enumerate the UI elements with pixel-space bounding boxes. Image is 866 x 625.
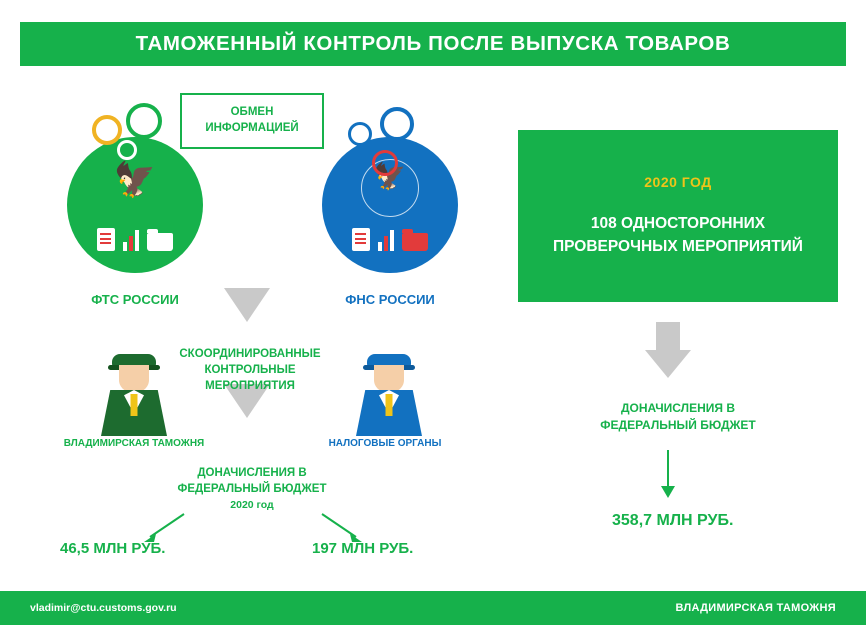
right-result-line-1: ДОНАЧИСЛЕНИЯ В xyxy=(620,401,736,415)
panel-year: 2020 ГОД xyxy=(644,173,712,190)
officer-uniform-icon xyxy=(356,390,422,436)
arrow-down-thick-icon xyxy=(645,322,691,378)
gear-icon-yellow xyxy=(92,115,122,145)
officer-head-icon xyxy=(374,365,404,392)
information-exchange-text xyxy=(205,105,298,136)
left-result-value-customs: 46,5 МЛН РУБ. xyxy=(60,540,166,557)
panel-text xyxy=(553,212,803,259)
panel-line-2: ПРОВЕРОЧНЫХ МЕРОПРИЯТИЙ xyxy=(553,238,803,255)
agency-circle-fts xyxy=(67,137,203,273)
gear-icon-blue-small xyxy=(348,122,372,146)
gear-icon-red xyxy=(372,150,398,176)
double-eagle-icon: 🦅 xyxy=(113,161,157,199)
page-footer xyxy=(0,591,866,625)
arrow-down-thin-icon xyxy=(655,448,681,500)
fts-icon-group xyxy=(67,228,203,251)
page-title: ТАМОЖЕННЫЙ КОНТРОЛЬ ПОСЛЕ ВЫПУСКА ТОВАРОВ xyxy=(135,32,731,55)
gear-icon-green xyxy=(126,103,162,139)
bar-chart-icon xyxy=(123,229,139,251)
agency-label-fns: ФНС РОССИИ xyxy=(345,292,435,307)
left-result-value-tax: 197 МЛН РУБ. xyxy=(312,540,414,557)
coordinated-line-2: КОНТРОЛЬНЫЕ МЕРОПРИЯТИЯ xyxy=(204,364,296,393)
tax-officer-figure xyxy=(340,352,438,438)
right-result-title xyxy=(578,400,778,435)
unilateral-measures-panel xyxy=(518,130,838,302)
right-result-line-2: ФЕДЕРАЛЬНЫЙ БЮДЖЕТ xyxy=(600,418,756,433)
arrow-head xyxy=(645,350,691,378)
exchange-line-2: ИНФОРМАЦИЕЙ xyxy=(205,122,299,134)
page-header xyxy=(20,22,846,66)
left-result-line-1: ДОНАЧИСЛЕНИЯ В xyxy=(197,467,307,479)
agency-label-fts: ФТС РОССИИ xyxy=(91,292,179,307)
officer-uniform-icon xyxy=(101,390,167,436)
left-result-year: 2020 год xyxy=(230,499,274,512)
officer-tie xyxy=(131,394,138,416)
right-result-value: 358,7 МЛН РУБ. xyxy=(612,512,734,529)
information-exchange-box xyxy=(180,93,324,149)
coordinated-measures-text xyxy=(160,346,340,394)
double-eagle-icon: 🦅 xyxy=(373,161,407,191)
gear-icon-white xyxy=(117,140,137,160)
bar-chart-icon xyxy=(378,229,394,251)
officer-head-icon xyxy=(119,365,149,392)
left-result-title xyxy=(172,465,332,513)
gear-icon-blue xyxy=(380,107,414,141)
folder-icon xyxy=(402,233,428,251)
document-icon xyxy=(97,228,115,251)
officer-label-tax: НАЛОГОВЫЕ ОРГАНЫ xyxy=(328,438,442,449)
footer-email: vladimir@ctu.customs.gov.ru xyxy=(30,602,177,614)
arrow-stem xyxy=(656,322,680,352)
folder-icon xyxy=(147,233,173,251)
chevron-down-icon xyxy=(224,288,270,322)
panel-line-1: 108 ОДНОСТОРОННИХ xyxy=(590,214,766,232)
customs-officer-figure xyxy=(85,352,183,438)
footer-org: ВЛАДИМИРСКАЯ ТАМОЖНЯ xyxy=(675,602,836,614)
fns-icon-group xyxy=(322,228,458,251)
exchange-line-1: ОБМЕН xyxy=(230,106,274,119)
document-icon xyxy=(352,228,370,251)
left-result-line-2: ФЕДЕРАЛЬНЫЙ БЮДЖЕТ xyxy=(177,483,327,496)
officer-tie xyxy=(386,394,393,416)
officer-label-customs: ВЛАДИМИРСКАЯ ТАМОЖНЯ xyxy=(63,438,205,449)
coordinated-line-1: СКООРДИНИРОВАННЫЕ xyxy=(179,348,321,360)
fts-emblem xyxy=(109,163,161,197)
